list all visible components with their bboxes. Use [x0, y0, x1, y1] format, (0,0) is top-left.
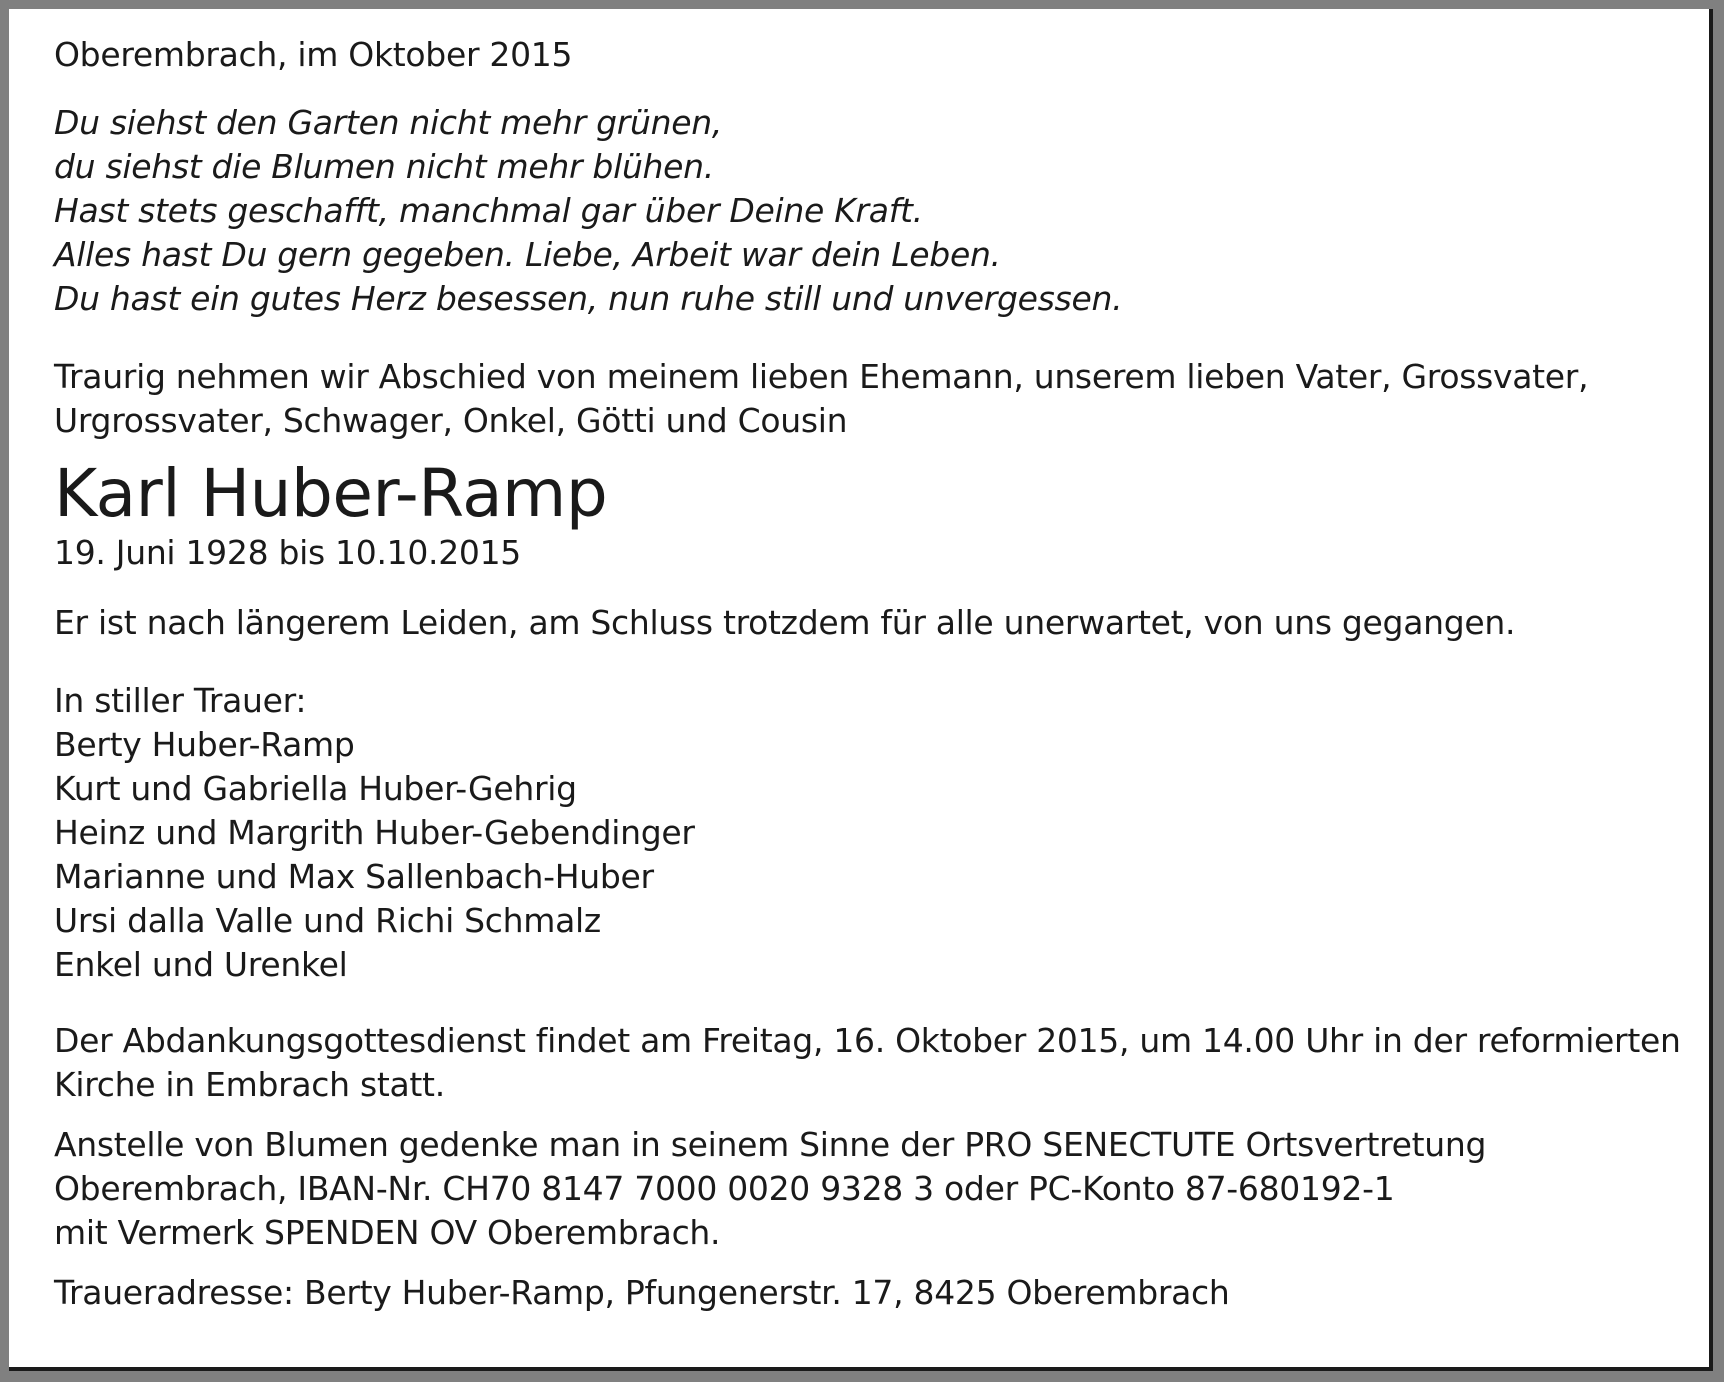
mourning-address: Traueradresse: Berty Huber-Ramp, Pfungenerstr. 17, 8425 Oberembrach: [54, 1273, 1230, 1312]
service-info: [54, 1019, 1684, 1107]
intro-line: Traurig nehmen wir Abschied von meinem lieben Ehemann, unserem lieben Vater, Grossvater,: [54, 357, 1589, 396]
mourner-entry: Ursi dalla Valle und Richi Schmalz: [54, 901, 601, 940]
mourner-entry: Kurt und Gabriella Huber-Gehrig: [54, 769, 577, 808]
obituary-notice: [9, 9, 1713, 1371]
poem: [54, 101, 1684, 321]
place-date: Oberembrach, im Oktober 2015: [54, 35, 573, 74]
poem-line: Du siehst den Garten nicht mehr grünen,: [54, 103, 723, 142]
donation-line: Anstelle von Blumen gedenke man in seinem Sinne der PRO SENECTUTE Ortsvertretung: [54, 1125, 1487, 1164]
mourner-entry: Marianne und Max Sallenbach-Huber: [54, 857, 654, 896]
service-line: Kirche in Embrach statt.: [54, 1065, 445, 1104]
poem-line: Du hast ein gutes Herz besessen, nun ruhe still und unvergessen.: [54, 279, 1123, 318]
mourner-entry: Enkel und Urenkel: [54, 945, 348, 984]
intro-text: [54, 355, 1684, 443]
poem-line: Hast stets geschafft, manchmal gar über Deine Kraft.: [54, 191, 923, 230]
mourner-entry: Heinz und Margrith Huber-Gebendinger: [54, 813, 695, 852]
donation-line: mit Vermerk SPENDEN OV Oberembrach.: [54, 1213, 721, 1252]
mourner-entry: Berty Huber-Ramp: [54, 725, 355, 764]
mourners-list: [54, 679, 1684, 987]
donation-info: [54, 1123, 1684, 1255]
donation-line: Oberembrach, IBAN-Nr. CH70 8147 7000 0020 9328 3 oder PC-Konto 87-680192-1: [54, 1169, 1395, 1208]
poem-line: Alles hast Du gern gegeben. Liebe, Arbeit war dein Leben.: [54, 235, 1001, 274]
notice-content: [54, 33, 1684, 1315]
deceased-name: Karl Huber-Ramp: [54, 455, 608, 532]
mourners-heading: In stiller Trauer:: [54, 681, 307, 720]
life-dates: 19. Juni 1928 bis 10.10.2015: [54, 533, 522, 572]
service-line: Der Abdankungsgottesdienst findet am Freitag, 16. Oktober 2015, um 14.00 Uhr in der reformierten: [54, 1021, 1681, 1060]
statement: Er ist nach längerem Leiden, am Schluss trotzdem für alle unerwartet, von uns gegangen.: [54, 603, 1516, 642]
intro-line: Urgrossvater, Schwager, Onkel, Götti und Cousin: [54, 401, 848, 440]
poem-line: du siehst die Blumen nicht mehr blühen.: [54, 147, 714, 186]
